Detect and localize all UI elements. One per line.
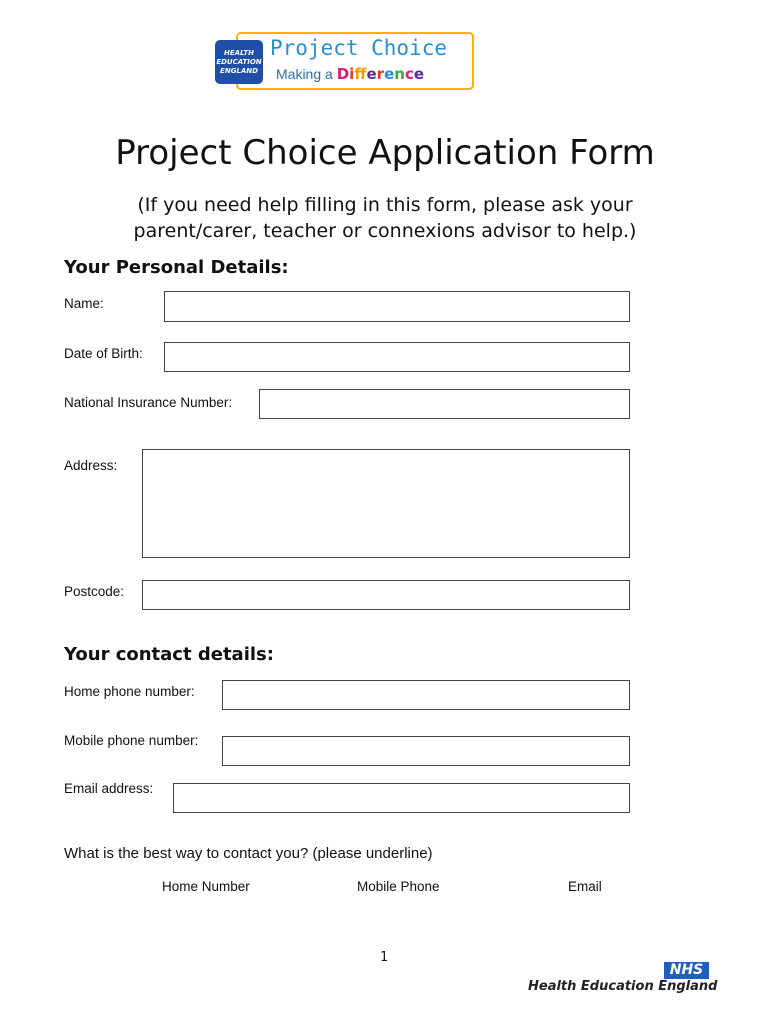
postcode-label: Postcode:: [64, 584, 125, 599]
letter: n: [394, 65, 405, 83]
hee-logo-badge: [215, 40, 263, 84]
option-home-number[interactable]: Home Number: [162, 879, 250, 894]
address-field[interactable]: [142, 449, 630, 558]
hee-footer-text: Health Education England: [528, 979, 718, 994]
personal-details-heading: Your Personal Details:: [64, 257, 289, 278]
name-field[interactable]: [164, 291, 630, 322]
mobile-phone-field[interactable]: [222, 736, 630, 766]
tagline-highlight: [337, 65, 424, 83]
letter: e: [413, 65, 425, 83]
contact-preference-question: What is the best way to contact you? (please underline): [64, 845, 433, 862]
postcode-field[interactable]: [142, 580, 630, 610]
option-mobile-phone[interactable]: Mobile Phone: [357, 879, 440, 894]
page-title: Project Choice Application Form: [115, 133, 655, 173]
option-email[interactable]: Email: [568, 879, 602, 894]
mobile-phone-label: Mobile phone number:: [64, 733, 199, 748]
address-label: Address:: [64, 458, 118, 473]
ni-number-field[interactable]: [259, 389, 630, 419]
badge-line-2: EDUCATION: [216, 57, 262, 66]
badge-line-3: ENGLAND: [220, 66, 258, 75]
instructions-line-1: (If you need help filling in this form, please ask your: [137, 194, 633, 216]
name-label: Name:: [64, 296, 104, 311]
instructions-line-2: parent/carer, teacher or connexions advisor to help.): [133, 220, 637, 242]
contact-details-heading: Your contact details:: [64, 644, 274, 665]
nhs-logo: NHS: [664, 962, 709, 979]
logo-tagline: [276, 65, 424, 83]
tagline-prefix: Making a: [276, 66, 337, 82]
email-label: Email address:: [64, 781, 154, 796]
letter: e: [384, 65, 395, 83]
ni-number-label: National Insurance Number:: [64, 395, 233, 410]
home-phone-label: Home phone number:: [64, 684, 195, 699]
letter: D: [336, 65, 350, 83]
letter: i: [349, 65, 355, 83]
form-instructions: [0, 192, 770, 244]
letter: f: [354, 65, 367, 83]
letter: e: [366, 65, 377, 83]
dob-label: Date of Birth:: [64, 346, 143, 361]
dob-field[interactable]: [164, 342, 630, 372]
logo-title: Project Choice: [270, 36, 448, 60]
page-number: 1: [380, 950, 388, 965]
letter: c: [404, 65, 414, 83]
home-phone-field[interactable]: [222, 680, 630, 710]
badge-line-1: HEALTH: [224, 48, 254, 57]
letter: r: [376, 65, 385, 83]
email-field[interactable]: [173, 783, 630, 813]
